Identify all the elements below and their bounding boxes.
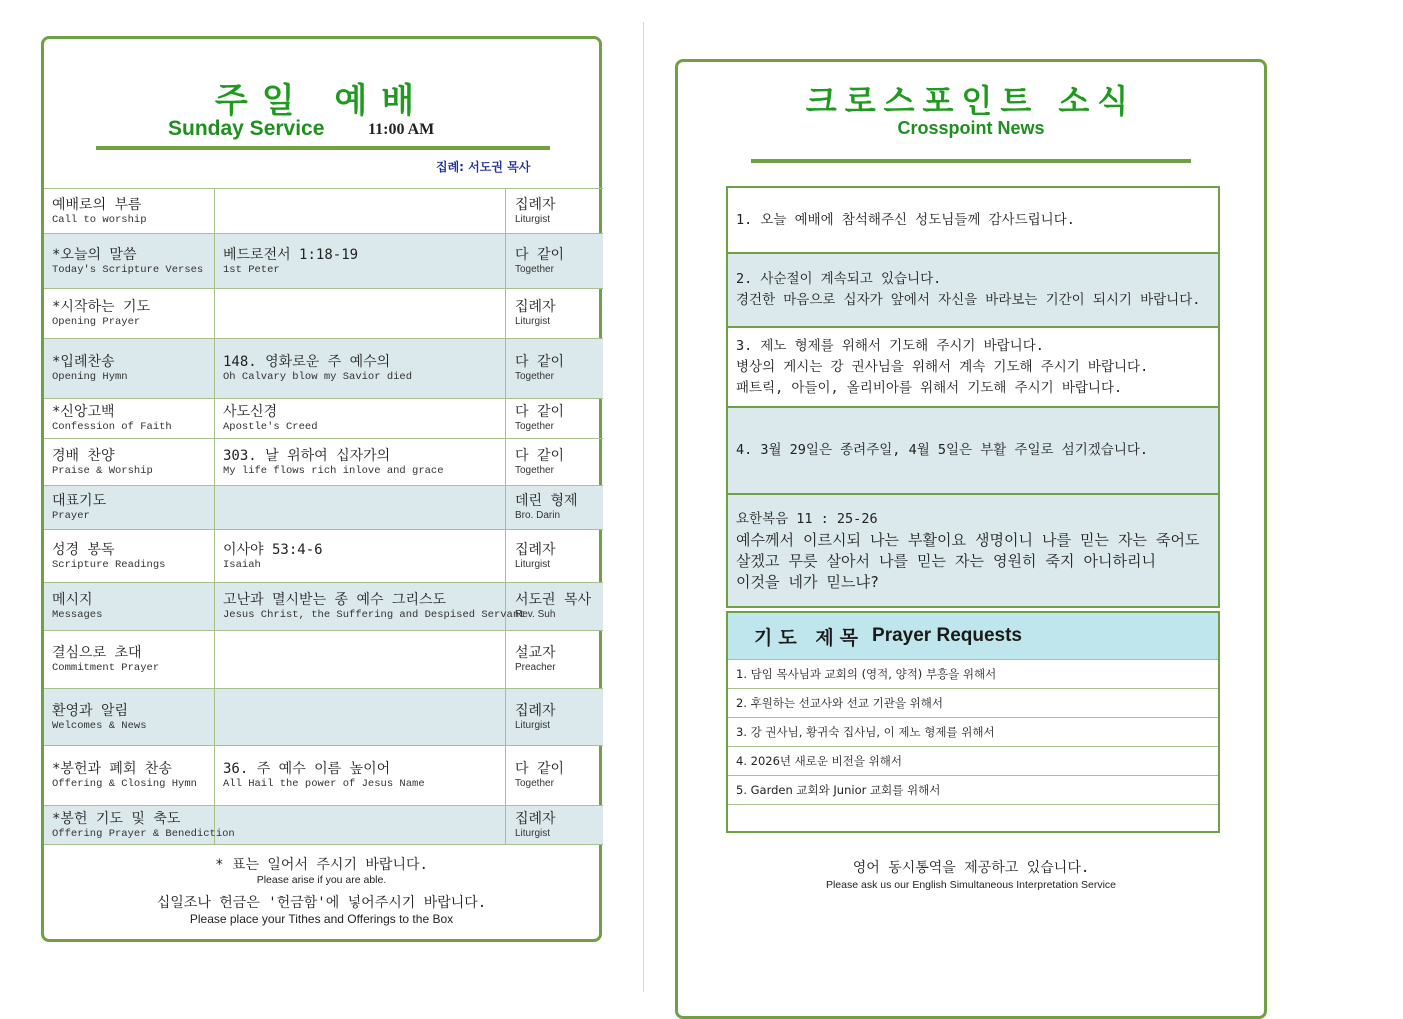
order-leader-korean: 집례자: [515, 541, 556, 558]
order-element-korean: *봉헌과 폐회 찬송: [52, 761, 172, 777]
prayer-request-item: 3. 강 권사님, 황귀숙 집사님, 이 제노 형제를 위해서: [728, 718, 1218, 747]
order-content-korean: 148. 영화로운 주 예수의: [223, 354, 391, 370]
order-content-cell: [215, 689, 506, 745]
order-content-english: My life flows rich inlove and grace: [223, 464, 444, 477]
order-element-korean: 결심으로 초대: [52, 645, 142, 661]
order-element-cell: [44, 631, 215, 688]
order-element-cell: [44, 689, 215, 745]
order-element-cell: [44, 189, 215, 233]
order-row: [44, 438, 603, 485]
order-row: [44, 529, 603, 582]
order-element-english: Confession of Faith: [52, 421, 172, 433]
title-rule: [96, 146, 550, 150]
order-content-english: Apostle's Creed: [223, 421, 318, 433]
stand-note-english: Please arise if you are able.: [256, 874, 387, 886]
order-content-english: Isaiah: [223, 558, 261, 571]
order-element-cell: [44, 530, 215, 582]
order-content-cell: [215, 399, 506, 438]
news-item: [726, 326, 1220, 406]
order-content-english: Jesus Christ, the Suffering and Despised Servant: [223, 609, 526, 621]
prayer-list: [728, 660, 1218, 834]
interpretation-note-english: Please ask us our English Simultaneous Interpretation Service: [825, 879, 1117, 891]
order-element-cell: [44, 289, 215, 338]
news-line: 1. 오늘 예배에 참석해주신 성도님들께 감사드립니다.: [736, 211, 1075, 228]
order-row: [44, 398, 603, 438]
order-leader-english: Preacher: [515, 662, 556, 673]
order-content-cell: [215, 234, 506, 288]
order-element-english: Messages: [52, 609, 103, 621]
order-content-english: 1st Peter: [223, 263, 280, 276]
news-line: 4. 3월 29일은 종려주일, 4월 5일은 부활 주일로 섬기겠습니다.: [736, 442, 1149, 458]
order-row: [44, 485, 603, 529]
order-leader-korean: 집례자: [515, 299, 556, 315]
order-leader-cell: [506, 486, 603, 529]
order-row: [44, 630, 603, 688]
order-content-cell: [215, 631, 506, 688]
news-line: 3. 제노 형제를 위해서 기도해 주시기 바랍니다.: [736, 337, 1044, 354]
order-leader-cell: [506, 806, 603, 844]
news-title-english: Crosspoint News: [897, 118, 1045, 138]
news-line: 예수께서 이르시되 나는 부활이요 생명이니 나를 믿는 자는 죽어도: [736, 530, 1200, 549]
prayer-request-item: 5. Garden 교회와 Junior 교회를 위해서: [728, 776, 1218, 805]
news-title-korean: 크로스포인트 소식: [805, 82, 1137, 120]
order-leader-korean: 설교자: [515, 645, 556, 661]
order-leader-english: Liturgist: [515, 827, 551, 839]
order-leader-korean: 데린 형제: [515, 493, 578, 509]
order-element-english: Opening Hymn: [52, 371, 128, 383]
order-content-cell: [215, 806, 506, 844]
order-element-english: Offering & Closing Hymn: [52, 778, 197, 790]
order-content-cell: [215, 289, 506, 338]
order-content-cell: [215, 189, 506, 233]
page-divider: [643, 22, 644, 992]
order-element-korean: *오늘의 말씀: [52, 246, 137, 263]
order-element-korean: 환영과 알림: [52, 702, 129, 719]
prayer-requests-box: [726, 611, 1220, 833]
service-title-english: Sunday Service: [168, 117, 325, 140]
order-element-english: Offering Prayer & Benediction: [52, 827, 235, 840]
stand-note-korean: * 표는 일어서 주시기 바랍니다.: [215, 857, 428, 873]
order-row: [44, 805, 603, 845]
order-leader-korean: 집례자: [515, 702, 556, 719]
order-row: [44, 233, 603, 288]
order-element-cell: [44, 399, 215, 438]
order-element-english: Prayer: [52, 510, 90, 522]
news-line: 병상의 게시는 강 권사님을 위해서 계속 기도해 주시기 바랍니다.: [736, 358, 1149, 375]
order-content-korean: 고난과 멸시받는 종 예수 그리스도: [223, 592, 447, 608]
order-leader-cell: [506, 189, 603, 233]
order-leader-english: Together: [515, 778, 554, 789]
sunday-service-panel: [41, 36, 602, 942]
order-content-english: Oh Calvary blow my Savior died: [223, 371, 413, 383]
order-element-cell: [44, 806, 235, 844]
order-leader-cell: [506, 689, 603, 745]
news-line: 경건한 마음으로 십자가 앞에서 자신을 바라보는 기간이 되시기 바랍니다.: [736, 292, 1201, 308]
order-row: [44, 338, 603, 398]
order-leader-cell: [506, 399, 603, 438]
order-element-korean: *시작하는 기도: [52, 299, 151, 315]
interpretation-footer: [678, 860, 1264, 892]
prayer-requests-header: [728, 613, 1218, 660]
order-leader-korean: 집례자: [515, 810, 556, 827]
order-leader-english: Bro. Darin: [515, 510, 561, 521]
order-content-korean: 303. 날 위하여 십자가의: [223, 447, 391, 464]
prayer-request-item: 1. 담임 목사님과 교회의 (영적, 양적) 부흥을 위해서: [728, 660, 1218, 689]
order-element-cell: [44, 746, 215, 805]
order-leader-korean: 다 같이: [515, 354, 565, 370]
order-leader-korean: 다 같이: [515, 246, 565, 263]
order-content-cell: [215, 530, 506, 582]
order-leader-english: Together: [515, 421, 554, 432]
prayer-request-item: 4. 2026년 새로운 비전을 위해서: [728, 747, 1218, 776]
news-item: [726, 406, 1220, 493]
order-element-korean: 경배 찬양: [52, 447, 115, 464]
scripture-verse-box: [726, 493, 1220, 608]
news-line: 살겠고 무릇 살아서 나를 믿는 자는 영원히 죽지 아니하리니: [736, 551, 1157, 570]
service-title-korean: 주일 예배: [214, 81, 429, 121]
order-leader-korean: 집례자: [515, 196, 556, 213]
news-line: 패트릭, 아들이, 올리비아를 위해서 기도해 주시기 바랍니다.: [736, 379, 1123, 396]
order-content-cell: [215, 486, 506, 529]
prayer-title-english: Prayer Requests: [872, 625, 1022, 646]
order-content-korean: 사도신경: [223, 404, 278, 420]
service-time: 11:00 AM: [368, 121, 435, 138]
order-element-english: Today's Scripture Verses: [52, 263, 204, 276]
order-content-cell: [215, 439, 506, 485]
order-element-korean: *입례찬송: [52, 354, 115, 370]
order-row: [44, 582, 603, 630]
crosspoint-news-panel: [675, 59, 1267, 1019]
order-leader-cell: [506, 289, 603, 338]
news-title-rule: [751, 159, 1191, 163]
offering-note-korean: 십일조나 헌금은 '헌금함'에 넣어주시기 바랍니다.: [156, 895, 487, 911]
order-element-korean: *봉헌 기도 및 축도: [52, 810, 181, 827]
order-content-cell: [215, 746, 506, 805]
news-item: [726, 186, 1220, 252]
order-row: [44, 688, 603, 745]
order-content-cell: [215, 339, 506, 398]
order-leader-cell: [506, 583, 603, 630]
news-line: 이것을 네가 믿느냐?: [736, 572, 880, 591]
order-content-korean: 베드로전서 1:18-19: [223, 246, 359, 263]
order-element-korean: *신앙고백: [52, 404, 115, 420]
order-leader-korean: 다 같이: [515, 447, 565, 464]
news-line: 요한복음 11 : 25-26: [736, 510, 878, 527]
order-leader-cell: [506, 339, 603, 398]
order-element-english: Commitment Prayer: [52, 662, 160, 674]
order-element-cell: [44, 234, 215, 288]
order-element-english: Praise & Worship: [52, 464, 153, 477]
order-leader-cell: [506, 439, 603, 485]
news-line: 2. 사순절이 계속되고 있습니다.: [736, 271, 942, 287]
order-leader-english: Together: [515, 263, 554, 275]
order-leader-english: Liturgist: [515, 316, 551, 327]
prayer-request-blank-row: [728, 805, 1218, 834]
order-leader-korean: 다 같이: [515, 404, 565, 420]
order-content-korean: 36. 주 예수 이름 높이어: [223, 761, 391, 777]
order-leader-korean: 다 같이: [515, 761, 565, 777]
order-element-korean: 메시지: [52, 592, 93, 608]
offering-note-english: Please place your Tithes and Offerings to the Box: [189, 912, 454, 926]
order-element-english: Scripture Readings: [52, 558, 166, 571]
order-element-english: Call to worship: [52, 213, 147, 226]
order-element-cell: [44, 439, 215, 485]
order-leader-cell: [506, 234, 603, 288]
order-element-english: Opening Prayer: [52, 316, 141, 328]
interpretation-note-korean: 영어 동시통역을 제공하고 있습니다.: [852, 860, 1090, 876]
order-leader-cell: [506, 746, 603, 805]
order-leader-english: Together: [515, 371, 554, 382]
order-element-cell: [44, 583, 215, 630]
order-element-cell: [44, 339, 215, 398]
service-footer: [44, 857, 599, 927]
order-row: [44, 745, 603, 805]
order-row: [44, 188, 603, 233]
order-content-cell: [215, 583, 526, 630]
order-content-korean: 이사야 53:4-6: [223, 541, 323, 558]
prayer-title-korean: 기도 제목: [754, 626, 865, 649]
order-row: [44, 288, 603, 338]
order-content-english: All Hail the power of Jesus Name: [223, 778, 425, 790]
order-element-english: Welcomes & News: [52, 719, 147, 732]
order-leader-cell: [506, 530, 603, 582]
order-leader-english: Rev. Suh: [515, 609, 556, 620]
order-element-korean: 대표기도: [52, 493, 107, 509]
prayer-request-item: 2. 후원하는 선교사와 선교 기관을 위해서: [728, 689, 1218, 718]
officiant-label: 집례: 서도권 목사: [436, 160, 531, 174]
order-element-korean: 예배로의 부름: [52, 196, 142, 213]
order-leader-english: Liturgist: [515, 719, 551, 731]
news-item: [726, 252, 1220, 326]
order-leader-english: Together: [515, 464, 554, 476]
order-leader-cell: [506, 631, 603, 688]
order-element-korean: 성경 봉독: [52, 541, 115, 558]
order-leader-english: Liturgist: [515, 558, 551, 570]
order-leader-english: Liturgist: [515, 213, 551, 225]
order-leader-korean: 서도권 목사: [515, 592, 592, 608]
order-element-cell: [44, 486, 215, 529]
